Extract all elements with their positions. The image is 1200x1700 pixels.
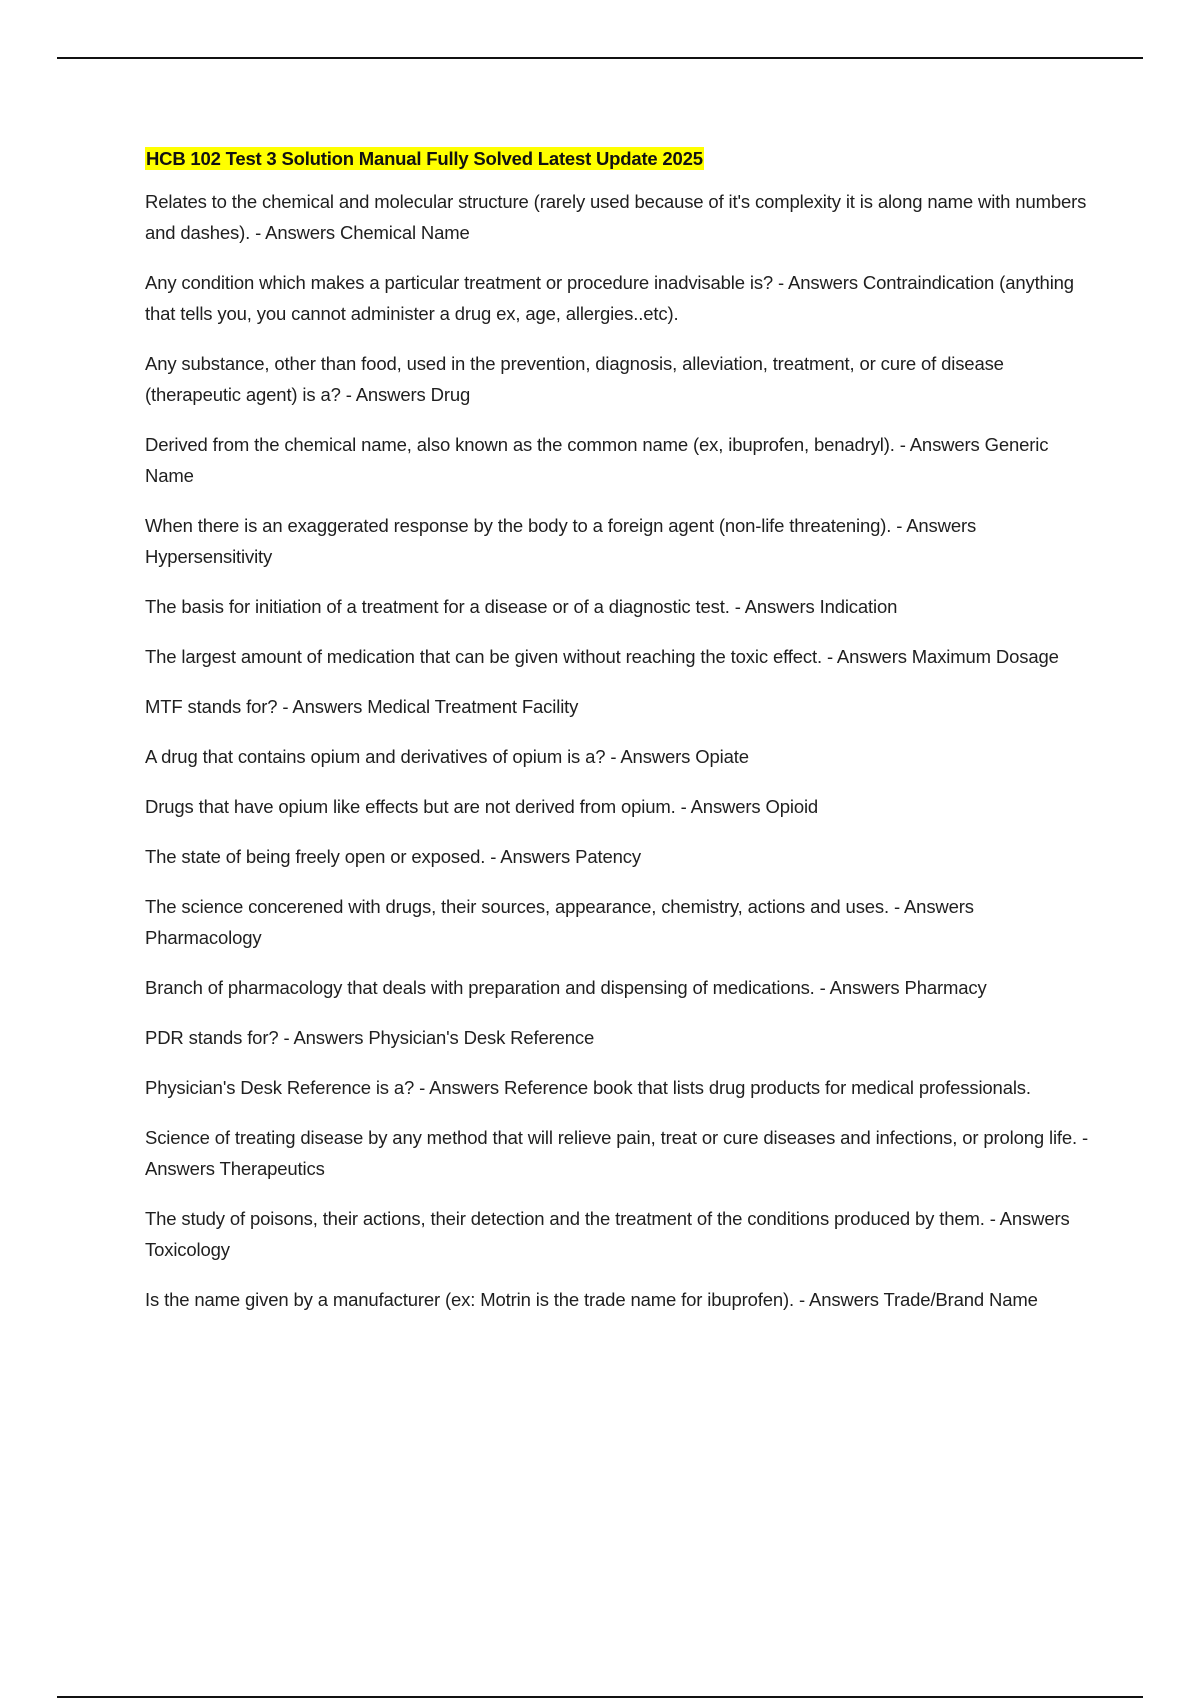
qa-entry-pdr: PDR stands for? - Answers Physician's Desk Reference [145, 1027, 595, 1048]
qa-entry-pdr-definition: Physician's Desk Reference is a? - Answers Reference book that lists drug products for medical professionals. [145, 1077, 1031, 1098]
title-line [145, 146, 1095, 172]
qa-entry-maximum-dosage: The largest amount of medication that can be given without reaching the toxic effect. - Answers Maximum Dosage [145, 646, 1059, 667]
footer-rule [57, 1696, 1143, 1698]
qa-entry-toxicology: The study of poisons, their actions, their detection and the treatment of the conditions produced by them. - Answers Toxicology [145, 1208, 1070, 1260]
qa-entry-drug: Any substance, other than food, used in the prevention, diagnosis, alleviation, treatment, or cure of disease (therapeutic agent) is a? - Answers Drug [145, 353, 1004, 405]
qa-entry-hypersensitivity: When there is an exaggerated response by the body to a foreign agent (non-life threatening). - Answers Hypersensitivity [145, 515, 977, 567]
qa-entry-indication: The basis for initiation of a treatment for a disease or of a diagnostic test. - Answers Indication [145, 596, 898, 617]
qa-entry-contraindication: Any condition which makes a particular treatment or procedure inadvisable is? - Answers Contraindication (anything that tells you, you cannot administer a drug ex, age, allergies..etc). [145, 272, 1074, 324]
qa-entry-opioid: Drugs that have opium like effects but are not derived from opium. - Answers Opioid [145, 796, 819, 817]
qa-entry-mtf: MTF stands for? - Answers Medical Treatment Facility [145, 696, 579, 717]
qa-entry-therapeutics: Science of treating disease by any method that will relieve pain, treat or cure diseases and infections, or prolong life. - Answers Therapeutics [145, 1127, 1089, 1179]
qa-entry-chemical-name: Relates to the chemical and molecular structure (rarely used because of it's complexity it is along name with numbers and dashes). - Answers Chemical Name [145, 191, 1087, 243]
qa-entry-opiate: A drug that contains opium and derivatives of opium is a? - Answers Opiate [145, 746, 749, 767]
qa-entry-patency: The state of being freely open or exposed. - Answers Patency [145, 846, 641, 867]
qa-entry-pharmacy: Branch of pharmacology that deals with preparation and dispensing of medications. - Answers Pharmacy [145, 977, 987, 998]
qa-entry-trade-brand-name: Is the name given by a manufacturer (ex: Motrin is the trade name for ibuprofen). - Answers Trade/Brand Name [145, 1289, 1038, 1310]
qa-entry-pharmacology: The science concerened with drugs, their sources, appearance, chemistry, actions and uses. - Answers Pharmacology [145, 896, 974, 948]
document-body [145, 146, 1095, 1334]
header-rule [57, 57, 1143, 59]
document-title: HCB 102 Test 3 Solution Manual Fully Solved Latest Update 2025 [146, 148, 703, 169]
qa-entry-generic-name: Derived from the chemical name, also known as the common name (ex, ibuprofen, benadryl). - Answers Generic Name [145, 434, 1049, 486]
